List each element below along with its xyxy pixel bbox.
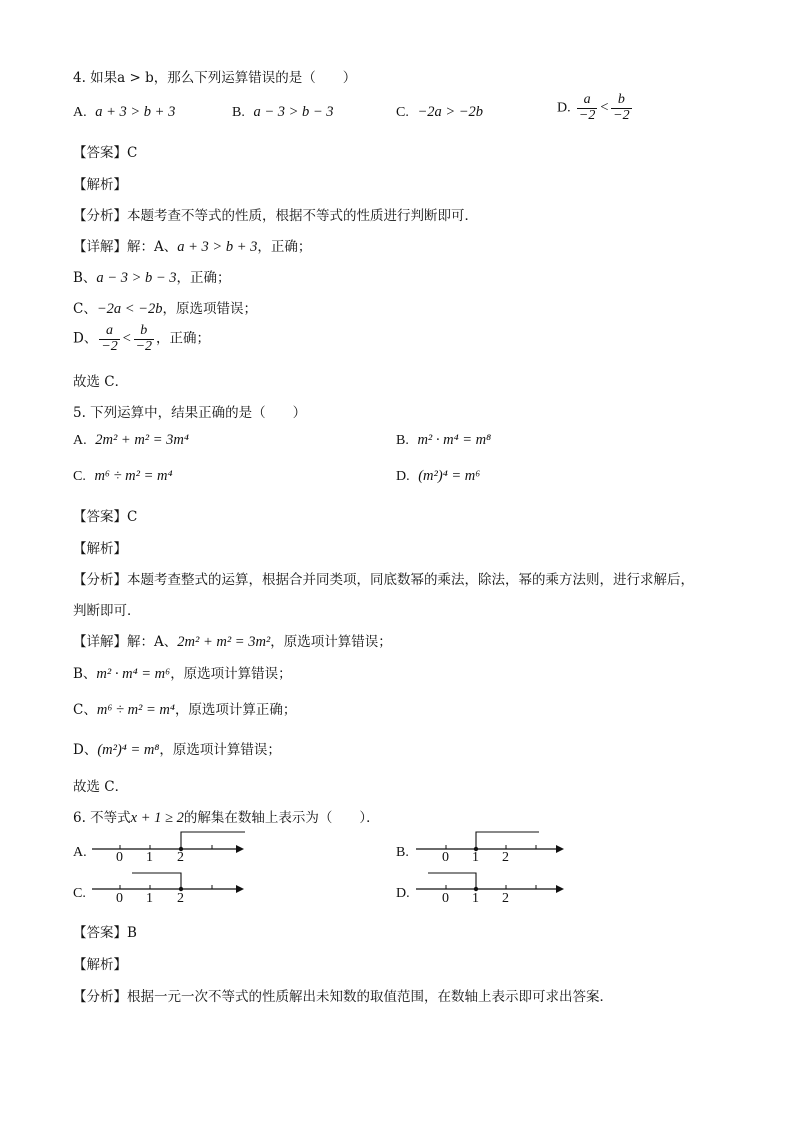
option-label: B.	[232, 105, 245, 120]
tick-label-1: 1	[472, 891, 479, 906]
option-label: D.	[557, 100, 571, 116]
fraction: $\frac{a}{-2}$	[578, 92, 596, 123]
q6-fenxi: 【分析】根据一元一次不等式的性质解出未知数的取值范围，在数轴上表示即可求出答案．	[73, 989, 613, 1005]
option-label: D.	[396, 886, 410, 901]
q4-detail-c: C、−2a < −2b，原选项错误；	[73, 301, 257, 317]
option-expr: a − 3 > b − 3	[253, 104, 334, 120]
option-label: B.	[396, 845, 409, 860]
tick-label-2: 2	[502, 891, 509, 906]
q4-stem: 4. 如果a > b，那么下列运算错误的是（ ）	[73, 70, 357, 86]
q5-detail-a: 【详解】解：A、2m² + m² = 3m²，原选项计算错误；	[73, 634, 392, 650]
q4-option-d	[557, 93, 634, 123]
q6-stem: 6. 不等式x + 1 ≥ 2的解集在数轴上表示为（ ）．	[73, 810, 380, 826]
q5-detail-b: B、m² · m⁴ = m⁶，原选项计算错误；	[73, 666, 292, 682]
q6-number-line-d	[414, 866, 574, 900]
fraction: $\frac{a}{-2}$	[101, 323, 118, 354]
q4-fenxi: 【分析】本题考查不等式的性质，根据不等式的性质进行判断即可．	[73, 208, 478, 224]
q4-detail-a: 【详解】解：A、a + 3 > b + 3，正确；	[73, 239, 312, 255]
option-label: C.	[396, 105, 409, 120]
q6-number-line-c	[90, 866, 250, 900]
q4-jiexi: 【解析】	[73, 177, 127, 193]
operator: <	[599, 99, 610, 116]
option-label: C.	[73, 469, 86, 484]
option-expr: a + 3 > b + 3	[95, 104, 176, 120]
tick-label-1: 1	[472, 850, 479, 865]
option-expr: (m²)⁴ = m⁶	[418, 468, 481, 484]
fraction: $\frac{b}{-2}$	[135, 323, 153, 354]
q4-answer: 【答案】C	[73, 145, 138, 161]
q6-option-a	[73, 844, 87, 861]
q5-fenxi: 【分析】本题考查整式的运算，根据合并同类项，同底数幂的乘法，除法，幂的乘方法则，进行求解后，	[73, 572, 694, 588]
tick-label-1: 1	[146, 850, 153, 865]
q4-detail-b: B、a − 3 > b − 3，正确；	[73, 270, 231, 286]
q4-detail-d: D、 $\frac{a}{-2}$ < $\frac{b}{-2}$ ，正确；	[73, 323, 211, 354]
q5-jiexi: 【解析】	[73, 541, 127, 557]
tick-label-1: 1	[146, 891, 153, 906]
q5-detail-d: D、(m²)⁴ = m⁸，原选项计算错误；	[73, 742, 281, 758]
fraction: $\frac{b}{-2}$	[613, 92, 630, 123]
tick-label-0: 0	[442, 850, 449, 865]
option-label: A.	[73, 845, 87, 860]
q6-jiexi: 【解析】	[73, 957, 127, 973]
q6-option-c	[73, 885, 86, 902]
q4-option-b	[232, 104, 334, 121]
q6-answer: 【答案】B	[73, 925, 137, 941]
q5-option-b	[396, 432, 491, 449]
tick-label-0: 0	[442, 891, 449, 906]
tick-label-2: 2	[502, 850, 509, 865]
q5-answer: 【答案】C	[73, 509, 138, 525]
option-label: B.	[396, 433, 409, 448]
option-label: D.	[396, 469, 410, 484]
q5-conclusion: 故选 C．	[73, 779, 129, 795]
q4-option-a	[73, 104, 175, 121]
q6-option-d	[396, 885, 410, 902]
tick-label-0: 0	[116, 850, 123, 865]
option-expr: −2a > −2b	[417, 104, 484, 120]
tick-label-2: 2	[177, 891, 184, 906]
option-label: C.	[73, 886, 86, 901]
q4-option-c	[396, 104, 483, 121]
q5-fenxi-cont: 判断即可．	[73, 603, 141, 619]
q6-number-line-a	[90, 826, 250, 860]
q4-conclusion: 故选 C．	[73, 374, 129, 390]
tick-label-0: 0	[116, 891, 123, 906]
option-expr: 2m² + m² = 3m⁴	[95, 432, 189, 448]
q5-option-c	[73, 468, 173, 485]
option-expr: m⁶ ÷ m² = m⁴	[94, 468, 173, 484]
q5-stem: 5. 下列运算中，结果正确的是（ ）	[73, 405, 307, 421]
option-label: A.	[73, 105, 87, 120]
q6-option-b	[396, 844, 409, 861]
q5-detail-c: C、m⁶ ÷ m² = m⁴，原选项计算正确；	[73, 702, 297, 718]
q5-option-a	[73, 432, 189, 449]
option-expr: m² · m⁴ = m⁸	[417, 432, 492, 448]
option-label: A.	[73, 433, 87, 448]
q6-number-line-b	[414, 826, 574, 860]
tick-label-2: 2	[177, 850, 184, 865]
q5-option-d	[396, 468, 480, 485]
